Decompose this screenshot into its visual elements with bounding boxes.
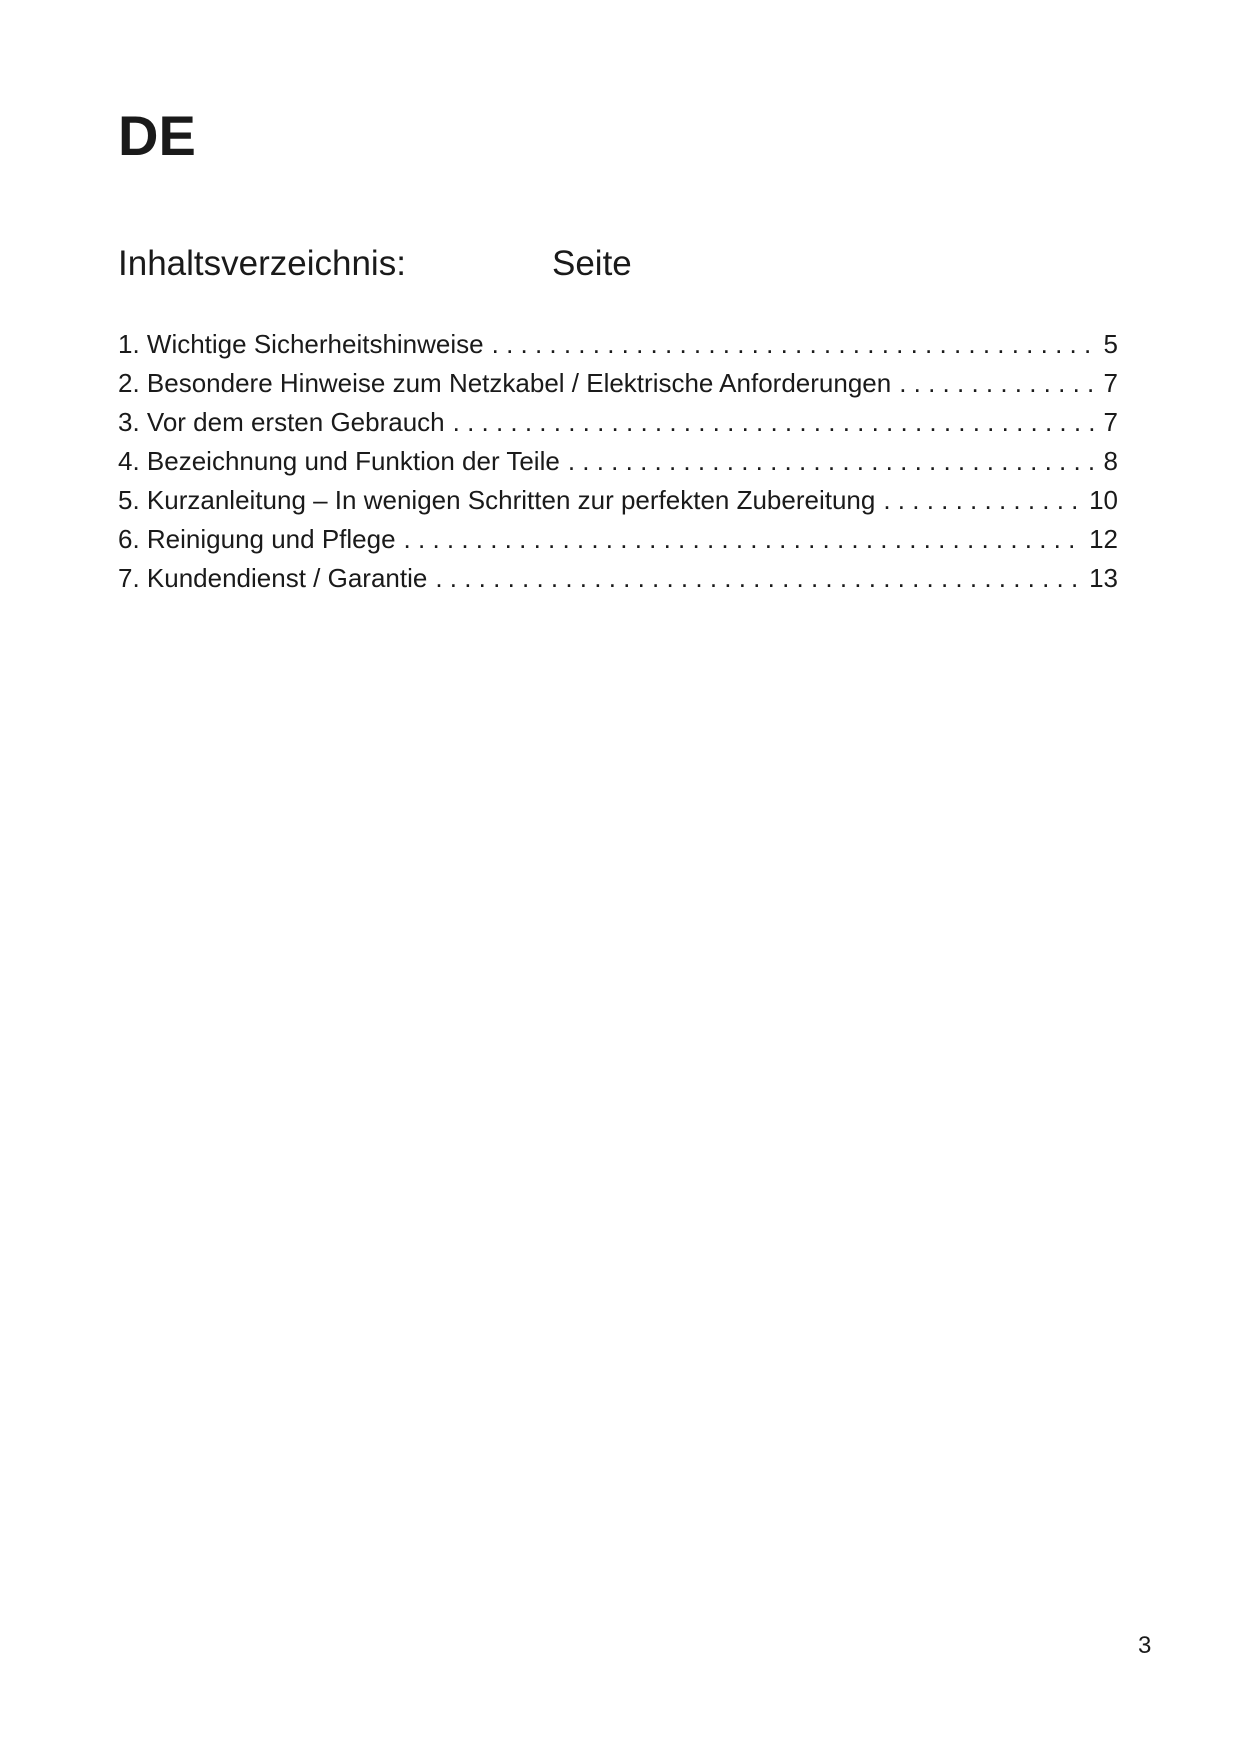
toc-entry-page: 13	[1089, 563, 1118, 593]
toc-entry	[118, 403, 1118, 442]
toc-entry-title: 4. Bezeichnung und Funktion der Teile	[118, 446, 560, 476]
dot-leader	[883, 481, 1083, 520]
toc-entry-page: 7	[1103, 368, 1118, 398]
toc-heading	[118, 246, 1018, 281]
toc-entry-title: 6. Reinigung und Pflege	[118, 524, 396, 554]
toc-entry-page: 12	[1089, 524, 1118, 554]
toc-entry-page: 7	[1103, 407, 1118, 437]
dot-leader	[404, 520, 1084, 559]
toc-entry	[118, 364, 1118, 403]
toc-heading-label: Inhaltsverzeichnis:	[118, 244, 406, 283]
toc-entry	[118, 325, 1118, 364]
dot-leader	[435, 559, 1083, 598]
toc-entry-page: 8	[1103, 446, 1118, 476]
dot-leader	[492, 325, 1098, 364]
toc-entry-title: 7. Kundendienst / Garantie	[118, 563, 428, 593]
dot-leader	[568, 442, 1098, 481]
toc-entry-title: 5. Kurzanleitung – In wenigen Schritten zur perfekten Zubereitung	[118, 485, 876, 515]
toc-entry-page: 5	[1103, 329, 1118, 359]
dot-leader	[899, 364, 1097, 403]
toc-entry	[118, 481, 1118, 520]
toc-entry-title: 1. Wichtige Sicherheitshinweise	[118, 329, 484, 359]
toc-entry-title: 3. Vor dem ersten Gebrauch	[118, 407, 445, 437]
toc-entry	[118, 442, 1118, 481]
page-number: 3	[1138, 1632, 1152, 1659]
toc-page-column-label: Seite	[552, 244, 632, 283]
toc-entry	[118, 520, 1118, 559]
toc-entry-page: 10	[1089, 485, 1118, 515]
table-of-contents	[118, 325, 1118, 598]
language-heading: DE	[118, 104, 196, 167]
toc-entry-title: 2. Besondere Hinweise zum Netzkabel / Elektrische Anforderungen	[118, 368, 892, 398]
dot-leader	[453, 403, 1098, 442]
toc-entry	[118, 559, 1118, 598]
